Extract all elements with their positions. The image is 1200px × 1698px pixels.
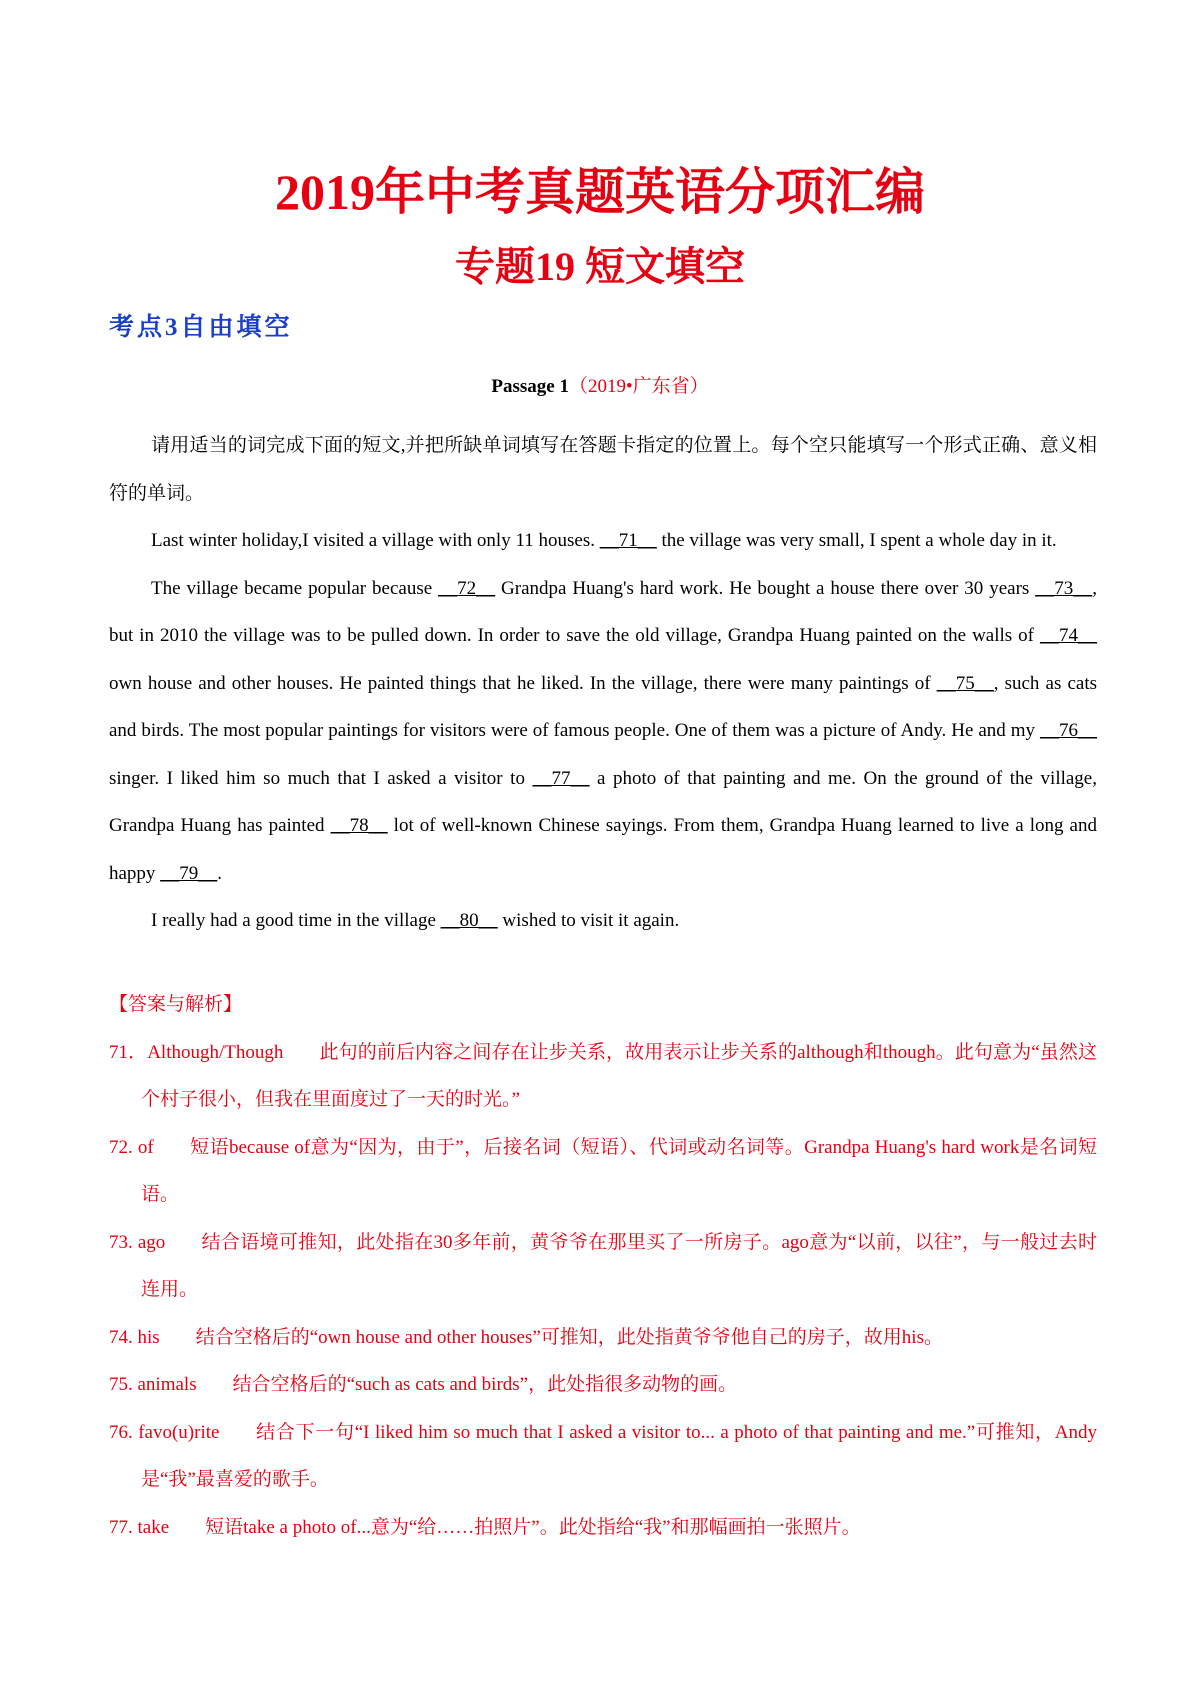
paragraph-text: wished to visit it again. <box>497 910 680 931</box>
answer-heading: 【答案与解析】 <box>109 994 243 1015</box>
paragraph-text: The village became popular because <box>151 577 439 599</box>
passage-body <box>109 422 1097 945</box>
answer-word: 71．Although/Though <box>109 1041 284 1063</box>
passage-paragraph-2 <box>109 565 1097 898</box>
answer-explanation: 结合空格后的“such as cats and birds”，此处指很多动物的画。 <box>232 1374 738 1395</box>
paragraph-text: , but in 2010 the village was to be pulled down. In order to save the old village, Grandpa Huang painted on the walls of <box>109 577 1097 646</box>
paragraph-text: singer. I liked him so much that I asked a visitor to <box>109 767 533 789</box>
passage-source: （2019•广东省） <box>568 376 709 397</box>
answer-explanation: 结合语境可推知，此处指在30多年前，黄爷爷在那里买了一所房子。ago意为“以前，以往”，与一般过去时连用。 <box>141 1231 1097 1300</box>
passage-title: Passage 1 <box>491 376 569 397</box>
paragraph-text: lot of well-known Chinese sayings. From them, Grandpa Huang learned to live a long and happy <box>109 815 1097 884</box>
answer-explanation: 结合空格后的“own house and other houses”可推知，此处指黄爷爷他自己的房子，故用his。 <box>195 1326 943 1348</box>
paragraph-text: a photo of that painting and me. On the ground of the village, Grandpa Huang has painted <box>109 767 1097 836</box>
answer-word: 76. favo(u)rite <box>109 1421 220 1443</box>
blank-80: __80__ <box>440 910 498 931</box>
paragraph-text: Grandpa Huang's hard work. He bought a house there over 30 years <box>495 577 1036 599</box>
answer-item-73 <box>109 1219 1097 1314</box>
answer-item-76 <box>109 1409 1097 1504</box>
answer-word: 75. animals <box>109 1374 197 1395</box>
answer-item-75 <box>109 1361 1097 1409</box>
answer-item-74 <box>109 1314 1097 1362</box>
document-title: 2019年中考真题英语分项汇编 <box>275 164 925 220</box>
paragraph-text: own house and other houses. He painted things that he liked. In the village, there were many paintings of <box>109 672 937 694</box>
answer-item-72 <box>109 1124 1097 1219</box>
blank-71: __71__ <box>599 530 657 551</box>
answer-explanation: 短语because of意为“因为，由于”，后接名词（短语）、代词或动名词等。Grandpa Huang's hard work是名词短语。 <box>141 1136 1097 1205</box>
paragraph-text: . <box>217 862 222 884</box>
answer-word: 74. his <box>109 1326 160 1348</box>
answer-word: 77. take <box>109 1516 170 1538</box>
paragraph-text: the village was very small, I spent a whole day in it. <box>656 530 1057 551</box>
instruction-paragraph: 请用适当的词完成下面的短文,并把所缺单词填写在答题卡指定的位置上。每个空只能填写一个形式正确、意义相符的单词。 <box>109 435 1097 504</box>
section-heading: 考点3自由填空 <box>109 314 293 341</box>
passage-heading <box>0 373 1200 401</box>
answer-item-77 <box>109 1504 1097 1552</box>
blank-79: __79__ <box>160 862 218 884</box>
blank-72: __72__ <box>438 577 496 599</box>
blank-76: __76__ <box>1040 720 1097 741</box>
blank-73: __73__ <box>1035 577 1093 599</box>
blank-78: __78__ <box>330 815 388 836</box>
blank-75: __75__ <box>936 672 994 694</box>
passage-paragraph-1 <box>109 517 1097 565</box>
answer-explanation: 结合下一句“I liked him so much that I asked a visitor to... a photo of that painting and me.”可推知，Andy是“我”最喜爱的歌手。 <box>141 1421 1097 1490</box>
answer-explanation: 短语take a photo of...意为“给……拍照片”。此处指给“我”和那幅画拍一张照片。 <box>205 1516 861 1538</box>
document-subtitle: 专题19 短文填空 <box>455 244 745 289</box>
passage-paragraph-3 <box>109 897 1097 945</box>
blank-74: __74__ <box>1040 625 1097 646</box>
paragraph-text: I really had a good time in the village <box>151 910 441 931</box>
answer-explanation: 此句的前后内容之间存在让步关系，故用表示让步关系的although和though。此句意为“虽然这个村子很小，但我在里面度过了一天的时光。” <box>141 1041 1097 1110</box>
answer-word: 73. ago <box>109 1231 166 1253</box>
answer-word: 72. of <box>109 1136 154 1158</box>
blank-77: __77__ <box>532 767 590 789</box>
paragraph-text: Last winter holiday,I visited a village with only 11 houses. <box>151 530 600 551</box>
answer-section <box>109 981 1097 1551</box>
answer-item-71 <box>109 1029 1097 1124</box>
paragraph-text: , such as cats and birds. The most popular paintings for visitors were of famous people. One of them was a picture of Andy. He and my <box>109 672 1097 741</box>
